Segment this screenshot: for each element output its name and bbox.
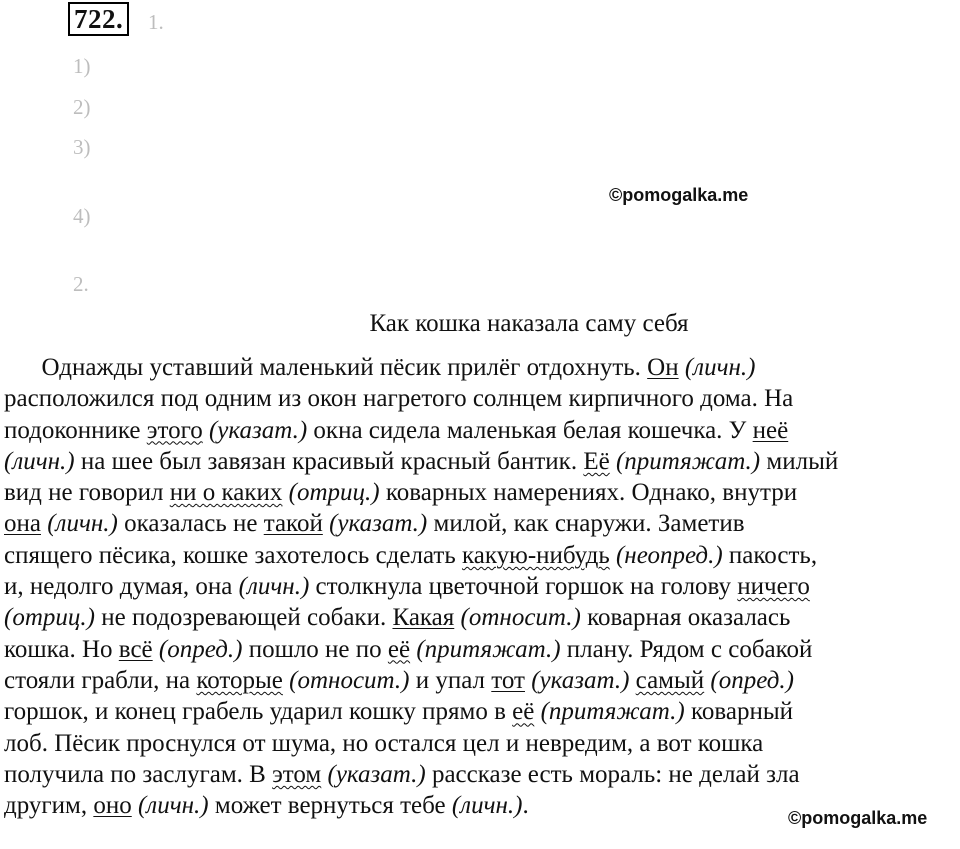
part-of-speech-note: (притяжат.) (615, 447, 761, 475)
marked-pronoun: ни о каких (169, 479, 283, 507)
text-run: получила по заслугам. В (4, 760, 273, 788)
marked-pronoun: этом (272, 760, 322, 788)
story-text (4, 352, 960, 821)
text-run: лоб. Пёсик проснулся от шума, но остался цел и невредим, а вот кошка (4, 729, 764, 757)
story-line (4, 352, 960, 383)
text-run: . (522, 792, 529, 820)
marked-pronoun: какую-нибудь (461, 541, 610, 569)
story-line (4, 571, 960, 602)
story-line (4, 696, 960, 727)
text-run: вид не говорил (4, 479, 170, 507)
part-of-speech-note: (опред.) (710, 666, 794, 694)
answer-item-2: 2) (73, 95, 91, 119)
story-line (4, 728, 960, 759)
text-run: столкнула цветочной горшок на голову (309, 573, 738, 601)
part-of-speech-note: (неопред.) (615, 541, 723, 569)
part-of-speech-note: (относит.) (460, 604, 581, 632)
part-of-speech-note: (указат.) (531, 666, 630, 694)
watermark-top: ©pomogalka.me (609, 185, 749, 205)
story-line (4, 665, 960, 696)
text-run: окна сидела маленькая белая кошечка. У (307, 416, 753, 444)
marked-pronoun: Он (647, 354, 679, 381)
part-of-speech-note: (отриц.) (288, 479, 380, 507)
text-run: расположился под одним из окон нагретого солнцем кирпичного дома. На (4, 385, 794, 413)
story-line (4, 540, 960, 571)
text-run: Однажды уставший маленький пёсик прилёг отдохнуть. (4, 354, 648, 381)
marked-pronoun: неё (752, 416, 789, 444)
story-line (4, 634, 960, 665)
marked-pronoun: она (4, 510, 41, 538)
text-run: подоконнике (4, 416, 147, 444)
text-run: спящего пёсика, кошке захотелось сделать (4, 541, 462, 569)
part-of-speech-note: (личн.) (137, 792, 209, 820)
text-run: и упал (409, 666, 492, 694)
story-line (4, 477, 960, 508)
marked-pronoun: тот (491, 666, 525, 694)
part-of-speech-note: (личн.) (451, 792, 523, 820)
part-of-speech-note: (личн.) (47, 510, 118, 538)
part-of-speech-note: (указат.) (208, 416, 308, 444)
text-run: оказалась не (117, 510, 264, 538)
part-of-speech-note: (личн.) (4, 447, 75, 475)
marked-pronoun: её (512, 698, 535, 726)
part2-label: 2. (73, 272, 89, 296)
text-run: пакость, (722, 541, 818, 569)
text-run: плану. Рядом с собакой (560, 635, 813, 663)
part-of-speech-note: (притяжат.) (540, 698, 685, 726)
text-run: не подозревающей собаки. (94, 604, 393, 632)
answer-item-4: 4) (73, 204, 91, 228)
text-run: и, недолго думая, она (4, 573, 239, 601)
answer-item-3: 3) (73, 135, 91, 159)
part1-label: 1. (148, 10, 164, 34)
text-run: пошло не по (242, 635, 388, 663)
exercise-number-box: 722. (68, 2, 129, 36)
text-run: коварных намерениях. Однако, внутри (379, 479, 798, 507)
text-run: коварная оказалась (580, 604, 791, 632)
text-run: горшок, и конец грабель ударил кошку прямо в (4, 698, 513, 726)
story-line (4, 508, 960, 539)
story-title: Как кошка наказала саму себя (369, 310, 689, 337)
part-of-speech-note: (отриц.) (4, 604, 95, 632)
story-line (4, 602, 960, 633)
story-line (4, 446, 960, 477)
part-of-speech-note: (притяжат.) (416, 635, 561, 663)
text-run: другим, (4, 792, 94, 820)
story-line (4, 759, 960, 790)
text-run: милой, как снаружи. Заметив (427, 510, 745, 538)
watermark-bottom: ©pomogalka.me (788, 808, 928, 828)
text-run: может вернуться тебе (208, 792, 452, 820)
part-of-speech-note: (указат.) (329, 510, 428, 538)
part-of-speech-note: (указат.) (327, 760, 426, 788)
story-line (4, 383, 960, 414)
marked-pronoun: её (387, 635, 411, 663)
marked-pronoun: самый (635, 666, 705, 694)
marked-pronoun: такой (263, 510, 323, 538)
text-run: рассказе есть мораль: не делай зла (425, 760, 800, 788)
part-of-speech-note: (личн.) (684, 354, 756, 381)
text-run: коварный (684, 698, 794, 726)
marked-pronoun: которые (196, 666, 283, 694)
marked-pronoun: оно (93, 792, 132, 820)
answer-item-1: 1) (73, 54, 91, 78)
text-run: на шее был завязан красивый красный бантик. (74, 447, 584, 475)
marked-pronoun: ничего (737, 573, 810, 601)
text-run: милый (760, 447, 839, 475)
marked-pronoun: Её (583, 447, 610, 475)
part-of-speech-note: (относит.) (289, 666, 410, 694)
marked-pronoun: всё (118, 635, 153, 663)
text-run: кошка. Но (4, 635, 119, 663)
marked-pronoun: Какая (392, 604, 455, 632)
part-of-speech-note: (опред.) (158, 635, 243, 663)
story-line (4, 415, 960, 446)
marked-pronoun: этого (146, 416, 203, 444)
text-run: стояли грабли, на (4, 666, 197, 694)
part-of-speech-note: (личн.) (238, 573, 310, 601)
